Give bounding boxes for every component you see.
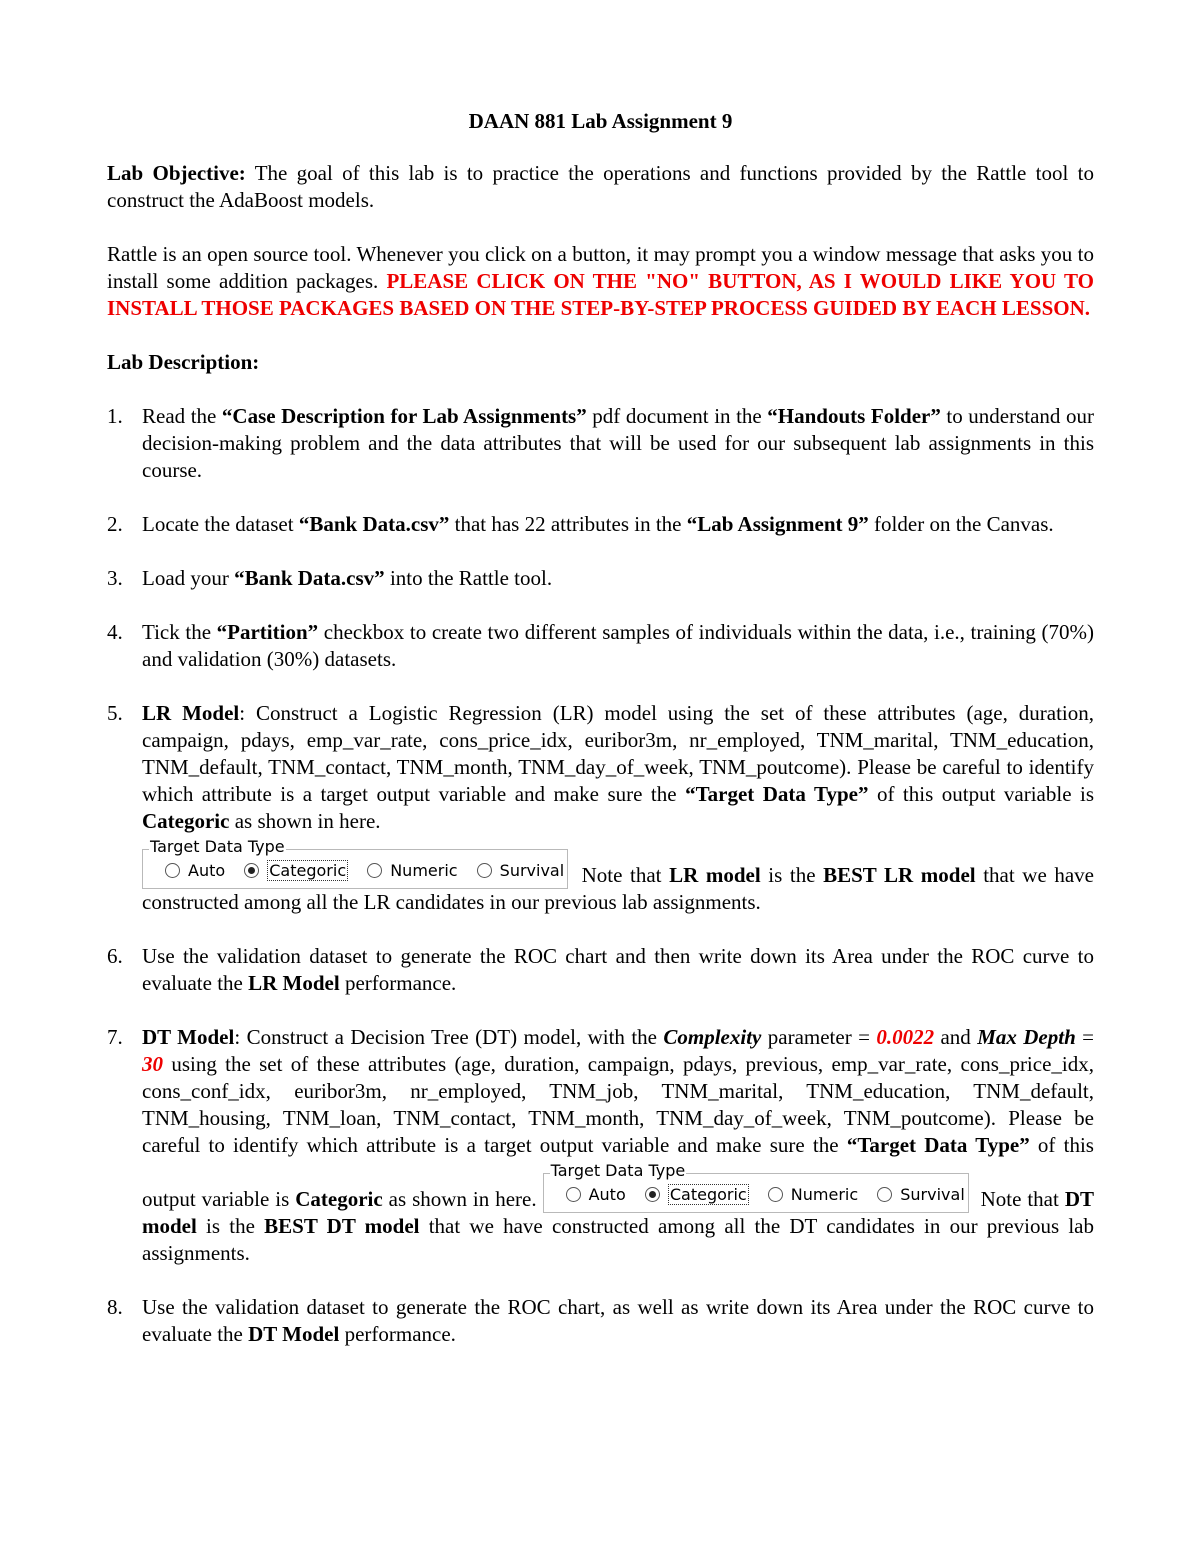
radio-icon	[477, 863, 492, 878]
radio-categoric[interactable]: Categoric	[645, 1186, 749, 1204]
radio-numeric[interactable]: Numeric	[367, 862, 457, 880]
radio-survival[interactable]: Survival	[877, 1186, 965, 1204]
radio-selected-icon	[244, 863, 259, 878]
target-data-type-widget-lr	[142, 837, 568, 889]
radio-auto[interactable]: Auto	[566, 1186, 626, 1204]
objective-paragraph: Lab Objective: The goal of this lab is to practice the operations and functions provided by the Rattle tool to construct the AdaBoost models.	[107, 161, 1094, 212]
radio-auto[interactable]: Auto	[165, 862, 225, 880]
objective-label: Lab Objective:	[107, 161, 246, 185]
steps-list	[107, 403, 1094, 1348]
step-6: 6. Use the validation dataset to generate the ROC chart and then write down its Area under the ROC curve to evaluate the LR Model performance.	[107, 944, 1094, 995]
radio-icon	[877, 1187, 892, 1202]
step-8: 8. Use the validation dataset to generate the ROC chart, as well as write down its Area under the ROC curve to evaluate the DT Model performance.	[107, 1295, 1094, 1346]
install-warning: PLEASE CLICK ON THE "NO" BUTTON, AS I WOULD LIKE YOU TO INSTALL THOSE PACKAGES BASED ON THE STEP-BY-STEP PROCESS GUIDED BY EACH LESSON.	[107, 269, 1094, 320]
document-page	[107, 108, 1094, 1375]
radio-survival[interactable]: Survival	[477, 862, 565, 880]
radio-numeric[interactable]: Numeric	[768, 1186, 858, 1204]
description-label: Lab Description:	[107, 350, 260, 374]
target-data-type-widget-dt	[543, 1161, 969, 1213]
step-5: 5. LR Model: Construct a Logistic Regression (LR) model using the set of these attributes (age, duration, campaign, pdays, emp_var_rate, cons_price_idx, euribor3m, nr_employed, TNM_marital, TNM_education, TNM_default, TNM_contact, TNM_month, TNM_day_of_week, TNM_poutcome). Please be careful to identify which attribute is a target output variable and make sure the “Target Data Type” of this output variable is Categoric as shown in here. Target Data Type Auto Categoric Numeric Survival Note that LR model is the BEST LR model that we have constructed among all the LR candidates in our previous lab assignments.	[107, 701, 1095, 914]
radio-icon	[367, 863, 382, 878]
page-title: DAAN 881 Lab Assignment 9	[468, 109, 733, 133]
target-data-type-legend: Target Data Type	[550, 1161, 686, 1180]
radio-icon	[566, 1187, 581, 1202]
target-data-type-legend: Target Data Type	[150, 837, 285, 856]
radio-icon	[165, 863, 180, 878]
step-1: 1. Read the “Case Description for Lab Assignments” pdf document in the “Handouts Folder” to understand our decision-making problem and the data attributes that will be used for our subsequent lab assignments in this course.	[107, 404, 1094, 482]
radio-categoric[interactable]: Categoric	[244, 862, 348, 880]
step-7: 7. DT Model: Construct a Decision Tree (DT) model, with the Complexity parameter = 0.0022 and Max Depth = 30 using the set of these attributes (age, duration, campaign, pdays, previous, emp_var_rate, cons_price_idx, cons_conf_idx, euribor3m, nr_employed, TNM_job, TNM_marital, TNM_education, TNM_default, TNM_housing, TNM_loan, TNM_contact, TNM_month, TNM_day_of_week, TNM_poutcome). Please be careful to identify which attribute is a target output variable and make sure the “Target Data Type” of this output variable is Categoric as shown in here. Target Data Type Auto Categoric Numeric Survival Note that DT model is the BEST DT model that we have constructed among all the DT candidates in our previous lab assignments.	[107, 1025, 1094, 1265]
step-4: 4. Tick the “Partition” checkbox to create two different samples of individuals within the data, i.e., training (70%) and validation (30%) datasets.	[107, 620, 1094, 671]
step-2: 2. Locate the dataset “Bank Data.csv” that has 22 attributes in the “Lab Assignment 9” folder on the Canvas.	[107, 512, 1054, 536]
radio-selected-icon	[645, 1187, 660, 1202]
radio-icon	[768, 1187, 783, 1202]
step-3: 3. Load your “Bank Data.csv” into the Rattle tool.	[107, 566, 553, 590]
rattle-note-paragraph: Rattle is an open source tool. Whenever you click on a button, it may prompt you a window message that asks you to install some addition packages. PLEASE CLICK ON THE "NO" BUTTON, AS I WOULD LIKE YOU TO INSTALL THOSE PACKAGES BASED ON THE STEP-BY-STEP PROCESS GUIDED BY EACH LESSON.	[107, 242, 1094, 320]
